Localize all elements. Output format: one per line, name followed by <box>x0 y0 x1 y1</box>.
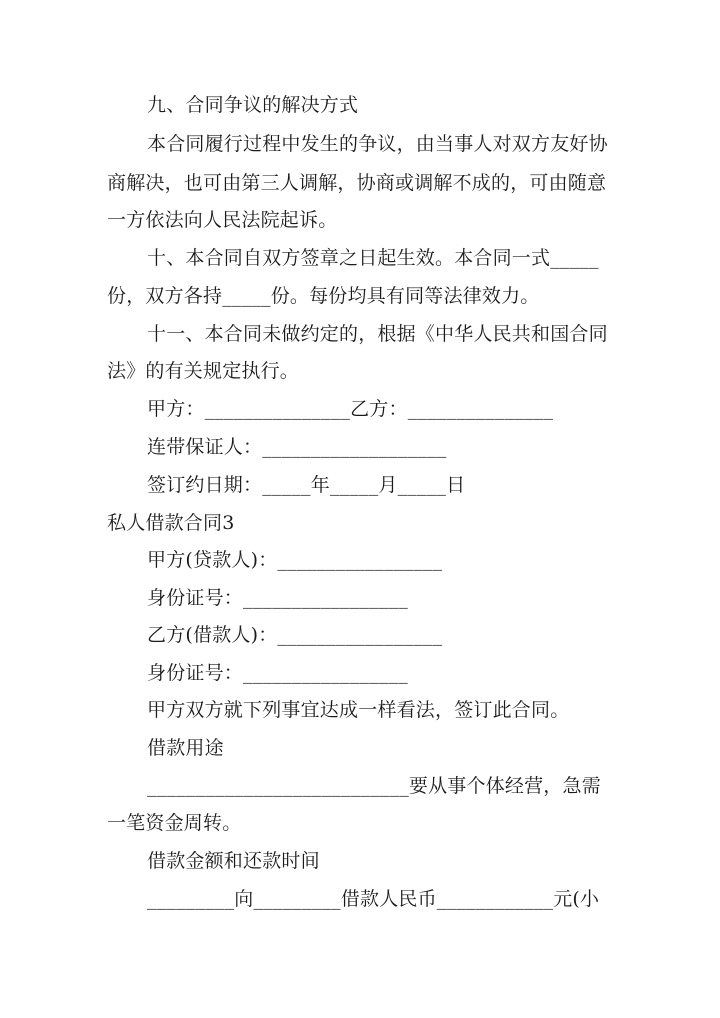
section-9-text-line-1: 本合同履行过程中发生的争议，由当事人对双方友好协 <box>147 133 608 155</box>
borrower-id-line: 身份证号：_________________ <box>147 662 408 684</box>
section-11-text-line-2: 法》的有关规定执行。 <box>107 360 300 382</box>
loan-purpose-heading: 借款用途 <box>147 737 224 759</box>
section-11-text-line-1: 十一、本合同未做约定的，根据《中华人民共和国合同 <box>147 323 608 345</box>
contract-3-title: 私人借款合同3 <box>107 512 235 534</box>
borrower-line: 乙方(借款人)：_________________ <box>147 624 443 646</box>
section-10-text-line-1: 十、本合同自双方签章之日起生效。本合同一式_____ <box>147 247 599 269</box>
agreement-statement: 甲方双方就下列事宜达成一样看法，签订此合同。 <box>147 699 570 721</box>
lender-id-line: 身份证号：_________________ <box>147 587 408 609</box>
section-9-text-line-3: 一方依法向人民法院起诉。 <box>107 209 338 231</box>
signing-date-line: 签订约日期：_____年_____月_____日 <box>147 474 466 496</box>
section-9-heading: 九、合同争议的解决方式 <box>147 94 359 116</box>
loan-amount-line-1: _________向_________借款人民币____________元(小 <box>147 888 600 910</box>
guarantor-line: 连带保证人：___________________ <box>147 436 447 458</box>
loan-amount-heading: 借款金额和还款时间 <box>147 850 320 872</box>
party-signature-line: 甲方：_______________乙方：_______________ <box>147 398 554 420</box>
section-9-text-line-2: 商解决，也可由第三人调解，协商或调解不成的，可由随意 <box>107 172 607 194</box>
lender-line: 甲方(贷款人)：_________________ <box>147 549 443 571</box>
loan-purpose-line-2: 一笔资金周转。 <box>107 812 242 834</box>
loan-purpose-line-1: ___________________________要从事个体经营，急需 <box>147 775 601 797</box>
section-10-text-line-2: 份，双方各持_____份。每份均具有同等法律效力。 <box>107 285 540 307</box>
